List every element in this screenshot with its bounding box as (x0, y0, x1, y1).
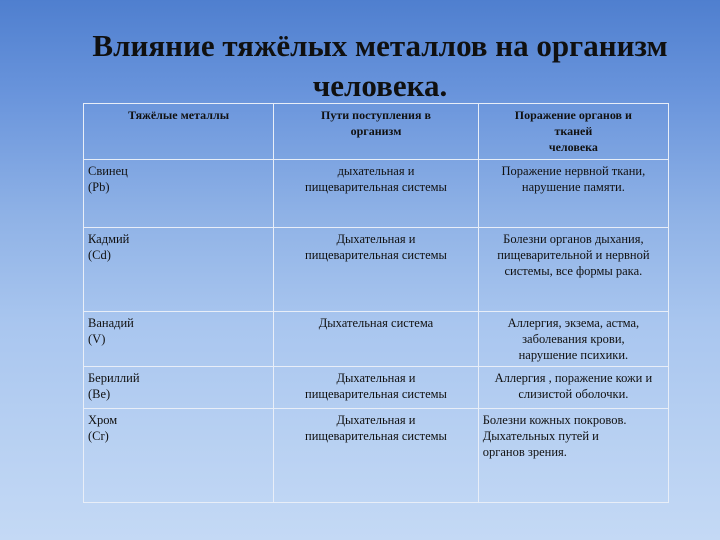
slide-title-line2: человека. (312, 68, 448, 103)
metal-cell (84, 367, 274, 409)
metal-symbol: (Cr) (88, 429, 109, 443)
cell-line: Дыхательная и (336, 371, 416, 385)
header-line: Поражение органов и (514, 108, 632, 122)
metal-symbol: (Be) (88, 387, 111, 401)
cell-line: Поражение нервной ткани, (501, 164, 646, 178)
table-row (84, 228, 669, 312)
metal-name: Ванадий (88, 316, 134, 330)
table-row (84, 312, 669, 367)
cell-line: нарушение психики. (518, 348, 629, 362)
header-routes (274, 104, 479, 160)
cell-line: Дыхательная и (336, 413, 416, 427)
cell-line: пищеварительной и нервной (497, 248, 650, 262)
cell-line: Дыхательная система (318, 316, 434, 330)
metal-symbol: (V) (88, 332, 106, 346)
damage-cell (478, 409, 668, 503)
metal-symbol: (Pb) (88, 180, 110, 194)
table-row (84, 367, 669, 409)
cell-line: органов зрения. (482, 445, 567, 459)
metal-symbol: (Cd) (88, 248, 111, 262)
route-cell (274, 367, 479, 409)
cell-line: пищеварительная системы (305, 180, 447, 194)
cell-line: пищеварительная системы (305, 429, 447, 443)
metal-cell (84, 160, 274, 228)
damage-cell (478, 312, 668, 367)
heavy-metals-table (83, 103, 669, 503)
header-line: Пути поступления в (321, 108, 431, 122)
cell-line: Дыхательная и (336, 232, 416, 246)
header-metals (84, 104, 274, 160)
metal-name: Свинец (88, 164, 128, 178)
cell-line: Аллергия , поражение кожи и (494, 371, 653, 385)
damage-cell (478, 160, 668, 228)
slide-title-line1: Влияние тяжёлых металлов на организм (92, 28, 668, 63)
metal-cell (84, 312, 274, 367)
metal-name: Бериллий (88, 371, 140, 385)
route-cell (274, 409, 479, 503)
cell-line: слизистой оболочки. (518, 387, 629, 401)
header-line: тканей (554, 124, 593, 138)
route-cell (274, 228, 479, 312)
metal-cell (84, 228, 274, 312)
cell-line: дыхательная и (337, 164, 415, 178)
cell-line: пищеварительная системы (305, 248, 447, 262)
cell-line: пищеварительная системы (305, 387, 447, 401)
metal-name: Кадмий (88, 232, 130, 246)
slide-title (60, 26, 700, 106)
metal-cell (84, 409, 274, 503)
cell-line: заболевания крови, (522, 332, 625, 346)
header-damage (478, 104, 668, 160)
cell-line: системы, все формы рака. (504, 264, 643, 278)
damage-cell (478, 228, 668, 312)
route-cell (274, 312, 479, 367)
header-line: организм (350, 124, 402, 138)
table-header-row (84, 104, 669, 160)
cell-line: Аллергия, экзема, астма, (507, 316, 640, 330)
header-line: человека (548, 140, 598, 154)
cell-line: нарушение памяти. (521, 180, 625, 194)
metal-name: Хром (88, 413, 118, 427)
cell-line: Болезни органов дыхания, (503, 232, 644, 246)
cell-line: Дыхательных путей и (482, 429, 599, 443)
cell-line: Болезни кожных покровов. (482, 413, 627, 427)
table-row (84, 409, 669, 503)
damage-cell (478, 367, 668, 409)
table-row (84, 160, 669, 228)
route-cell (274, 160, 479, 228)
header-line: Тяжёлые металлы (128, 108, 230, 122)
